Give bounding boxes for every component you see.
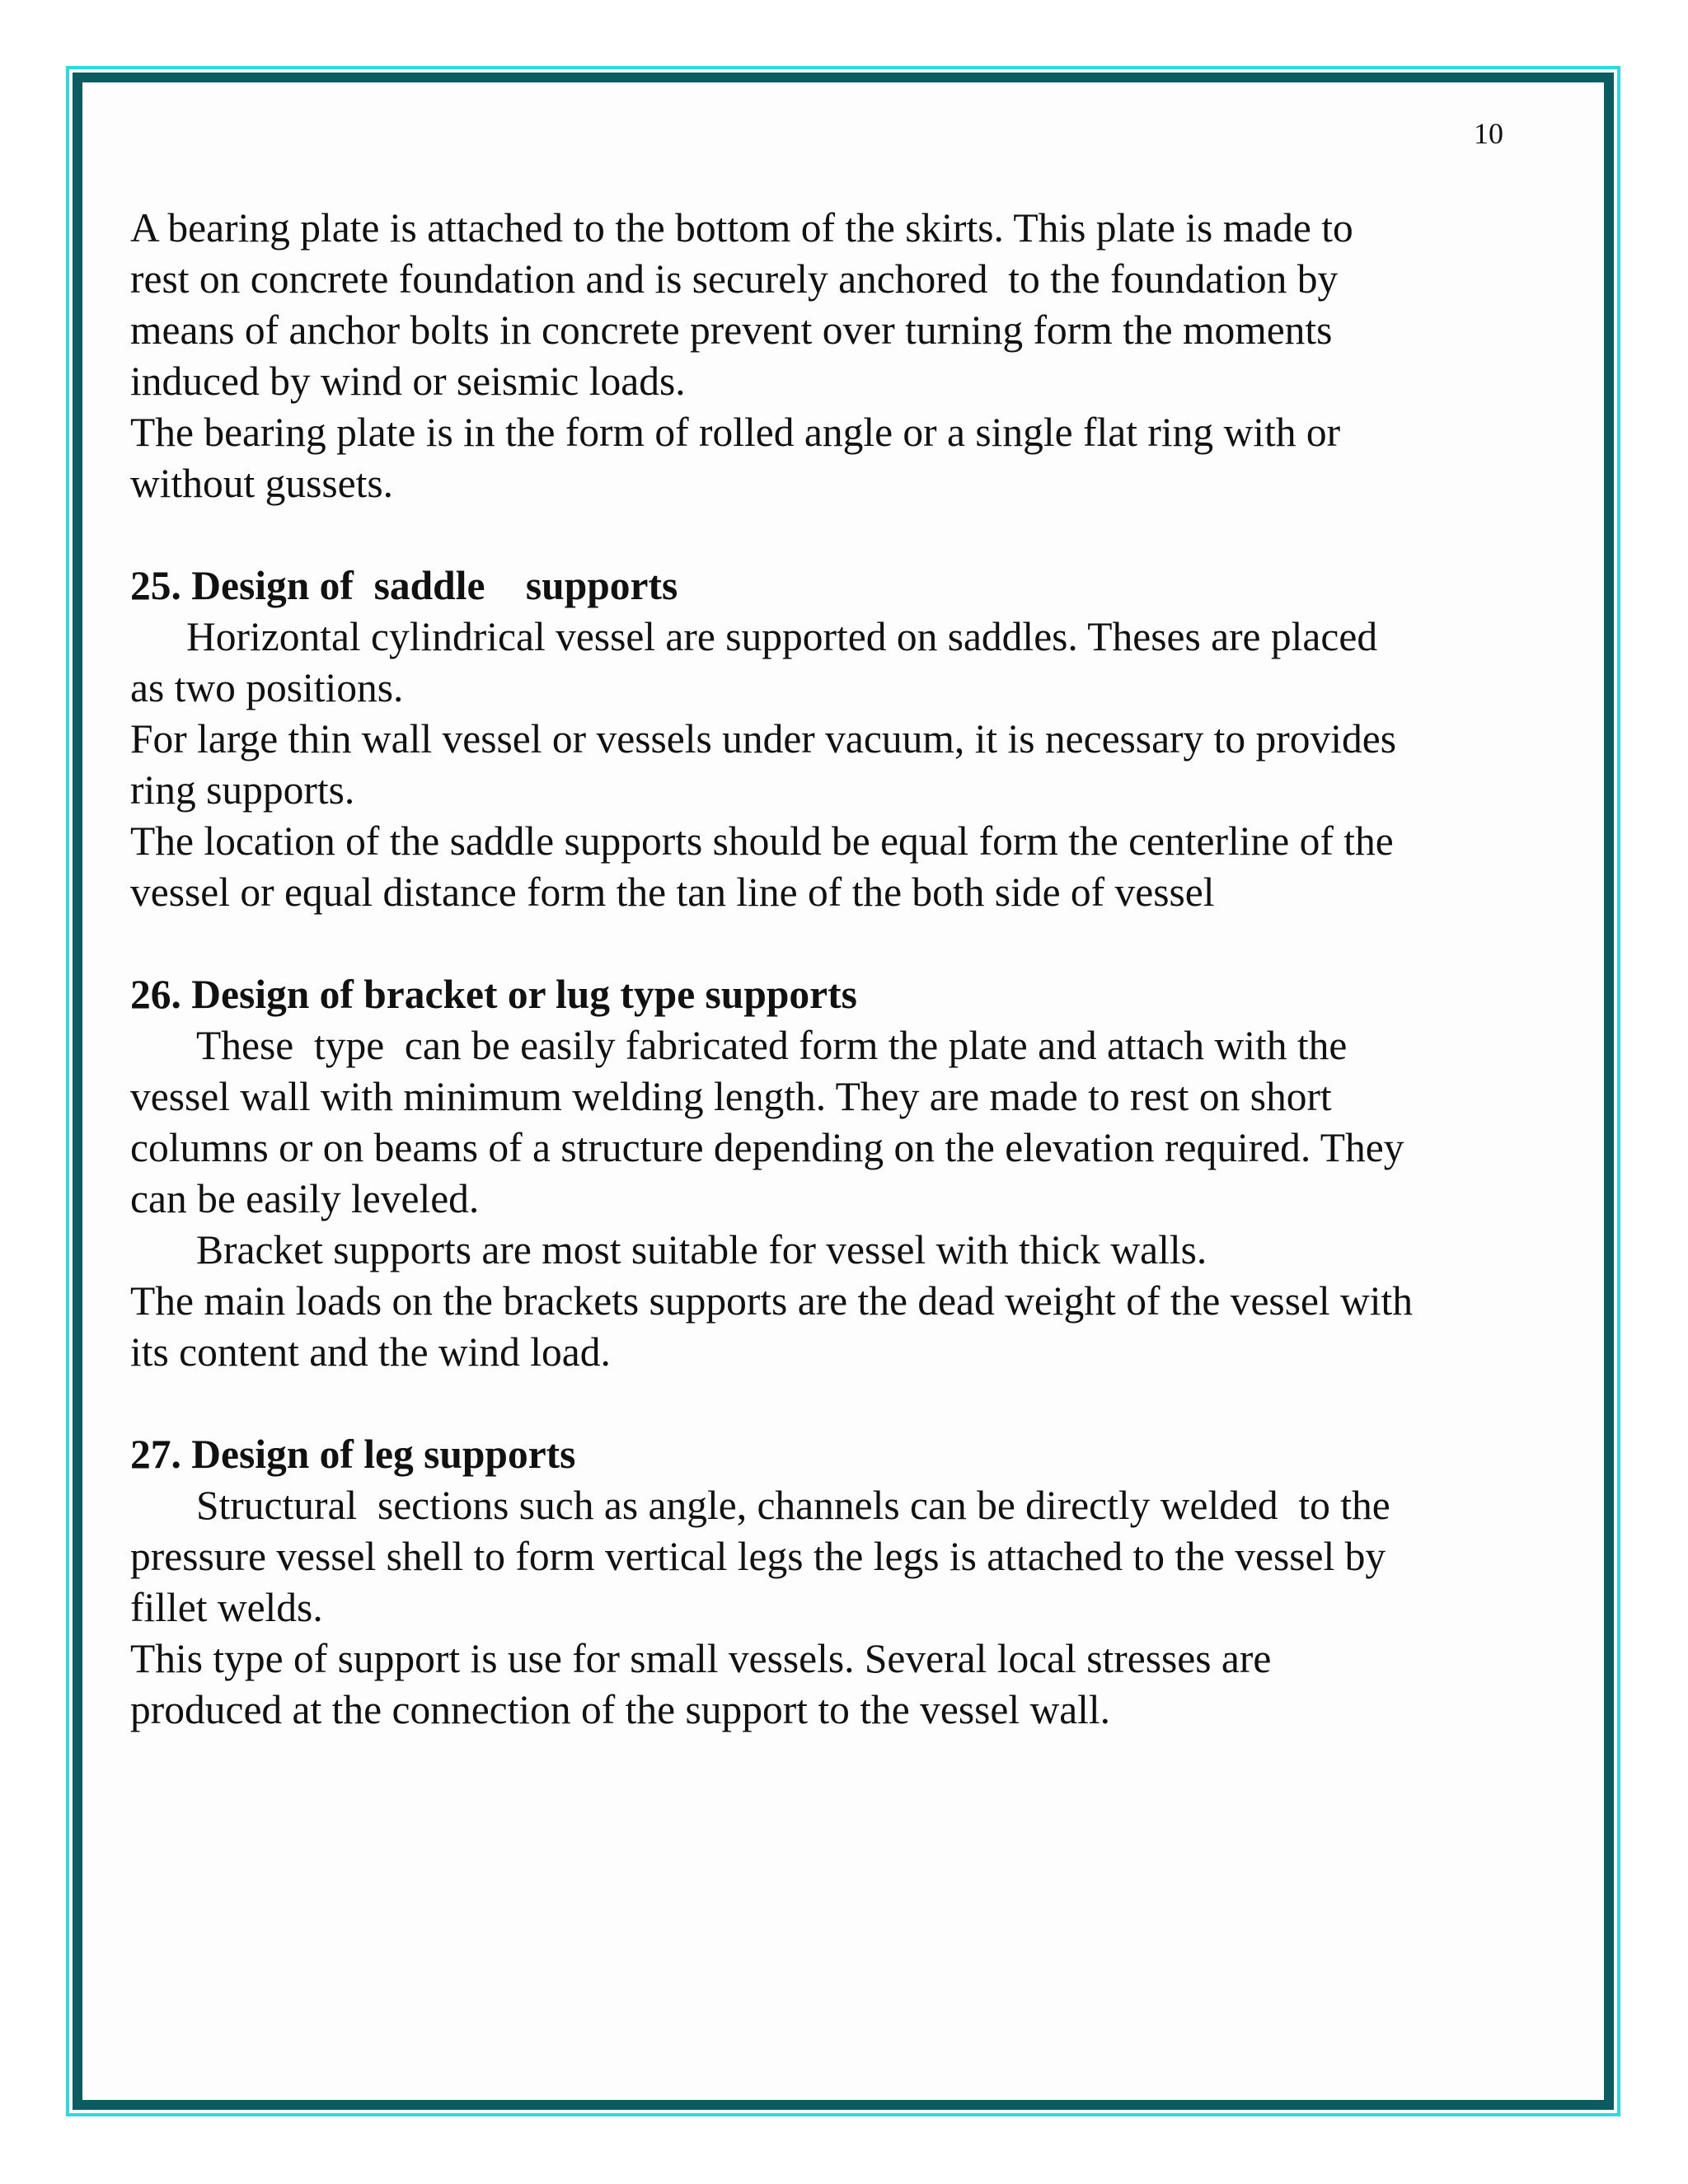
page-border-outer (66, 66, 1620, 2116)
text-line: produced at the connection of the support to the vessel wall. (130, 1687, 1111, 1732)
paragraph-gap (130, 509, 1541, 560)
text-line: This type of support is use for small vessels. Several local stresses are (130, 1636, 1272, 1681)
paragraph-gap (130, 918, 1541, 969)
text-line: Bracket supports are most suitable for vessel with thick walls. (196, 1227, 1207, 1272)
text-line: columns or on beams of a structure depending on the elevation required. They (130, 1125, 1404, 1170)
text-line: as two positions. (130, 665, 404, 710)
page-border-inner (73, 73, 1614, 2110)
text-line: vessel or equal distance form the tan line of the both side of vessel (130, 869, 1215, 915)
text-line: means of anchor bolts in concrete prevent over turning form the moments (130, 307, 1333, 353)
section-saddle-supports (130, 560, 1541, 918)
text-line: ring supports. (130, 767, 355, 813)
section-bracket-supports (130, 969, 1541, 1378)
text-line: induced by wind or seismic loads. (130, 359, 686, 404)
text-line: fillet welds. (130, 1585, 323, 1630)
text-line: These type can be easily fabricated form the plate and attach with the (196, 1023, 1348, 1068)
text-line: its content and the wind load. (130, 1329, 611, 1375)
text-line: rest on concrete foundation and is securely anchored to the foundation by (130, 256, 1339, 302)
text-line: Structural sections such as angle, channels can be directly welded to the (196, 1483, 1390, 1528)
document-body (130, 203, 1541, 1736)
section-leg-supports (130, 1429, 1541, 1736)
text-line: vessel wall with minimum welding length. They are made to rest on short (130, 1074, 1332, 1119)
text-line: The main loads on the brackets supports are the dead weight of the vessel with (130, 1278, 1414, 1324)
intro-paragraph (130, 203, 1541, 509)
page-number: 10 (1474, 117, 1503, 150)
text-line: Horizontal cylindrical vessel are supported on saddles. Theses are placed (186, 614, 1378, 659)
text-line: The location of the saddle supports should be equal form the centerline of the (130, 818, 1394, 864)
text-line: The bearing plate is in the form of rolled angle or a single flat ring with or (130, 410, 1341, 455)
text-line: For large thin wall vessel or vessels under vacuum, it is necessary to provides (130, 716, 1396, 762)
text-line: pressure vessel shell to form vertical legs the legs is attached to the vessel by (130, 1534, 1386, 1579)
text-line: can be easily leveled. (130, 1176, 480, 1221)
section-heading: 25. Design of saddle supports (130, 563, 678, 608)
paragraph-gap (130, 1378, 1541, 1429)
section-heading: 27. Design of leg supports (130, 1432, 576, 1477)
text-line: A bearing plate is attached to the bottom of the skirts. This plate is made to (130, 205, 1353, 251)
section-heading: 26. Design of bracket or lug type supports (130, 972, 857, 1017)
text-line: without gussets. (130, 461, 394, 506)
